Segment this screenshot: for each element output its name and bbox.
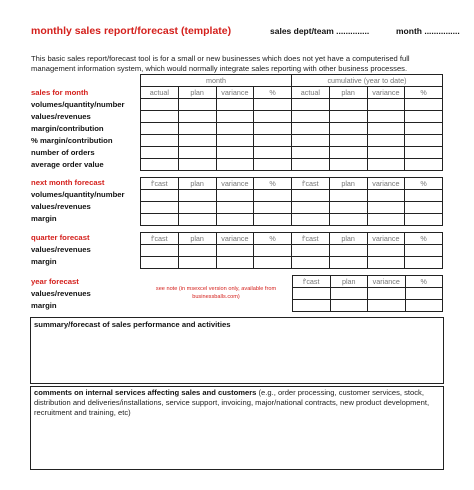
section-heading-year-forecast: year forecast bbox=[31, 277, 79, 286]
table-cell[interactable] bbox=[254, 123, 292, 135]
table-row bbox=[141, 245, 443, 257]
table-cell[interactable] bbox=[405, 245, 443, 257]
month-group-header: month bbox=[141, 75, 292, 87]
table-cell[interactable] bbox=[367, 147, 405, 159]
table-row bbox=[293, 300, 443, 312]
table-cell[interactable] bbox=[405, 147, 443, 159]
table-cell[interactable] bbox=[367, 202, 405, 214]
row-label: margin bbox=[31, 257, 57, 266]
table-cell[interactable] bbox=[405, 214, 443, 226]
table-cell[interactable] bbox=[367, 214, 405, 226]
column-header-row bbox=[141, 87, 443, 99]
table-cell[interactable] bbox=[329, 123, 367, 135]
table-cell[interactable] bbox=[292, 135, 330, 147]
table-cell[interactable] bbox=[329, 202, 367, 214]
table-cell[interactable] bbox=[405, 300, 443, 312]
table-cell[interactable] bbox=[254, 159, 292, 171]
table-row bbox=[141, 99, 443, 111]
table-cell[interactable] bbox=[292, 257, 330, 269]
table-cell[interactable] bbox=[216, 257, 254, 269]
report-title: monthly sales report/forecast (template) bbox=[31, 25, 232, 37]
col-header: plan bbox=[329, 87, 367, 99]
section-heading-quarter-forecast: quarter forecast bbox=[31, 233, 90, 242]
col-header: % bbox=[254, 233, 292, 245]
table-row bbox=[141, 159, 443, 171]
table-cell[interactable] bbox=[330, 300, 368, 312]
col-header: plan bbox=[329, 178, 367, 190]
table-cell[interactable] bbox=[292, 214, 330, 226]
table-cell[interactable] bbox=[367, 245, 405, 257]
col-header: % bbox=[405, 87, 443, 99]
table-cell[interactable] bbox=[329, 245, 367, 257]
col-header: % bbox=[405, 178, 443, 190]
table-cell[interactable] bbox=[367, 111, 405, 123]
table-cell[interactable] bbox=[329, 147, 367, 159]
table-cell[interactable] bbox=[141, 123, 179, 135]
sales-for-month-table bbox=[140, 74, 443, 171]
table-cell[interactable] bbox=[216, 123, 254, 135]
col-header: plan bbox=[329, 233, 367, 245]
table-cell[interactable] bbox=[141, 99, 179, 111]
column-header-row bbox=[141, 233, 443, 245]
table-cell[interactable] bbox=[216, 202, 254, 214]
table-cell[interactable] bbox=[254, 190, 292, 202]
row-label: number of orders bbox=[31, 148, 95, 157]
col-header: plan bbox=[178, 178, 216, 190]
table-cell[interactable] bbox=[141, 111, 179, 123]
col-header: variance bbox=[216, 87, 254, 99]
table-cell[interactable] bbox=[178, 202, 216, 214]
row-label: values/revenues bbox=[31, 289, 91, 298]
col-header: plan bbox=[330, 276, 368, 288]
table-cell[interactable] bbox=[141, 159, 179, 171]
table-row bbox=[141, 257, 443, 269]
table-cell[interactable] bbox=[254, 99, 292, 111]
row-label: margin bbox=[31, 301, 57, 310]
table-cell[interactable] bbox=[254, 147, 292, 159]
col-header: f'cast bbox=[292, 178, 330, 190]
row-label: values/revenues bbox=[31, 245, 91, 254]
table-cell[interactable] bbox=[367, 135, 405, 147]
table-cell[interactable] bbox=[405, 257, 443, 269]
table-cell[interactable] bbox=[254, 135, 292, 147]
table-cell[interactable] bbox=[405, 159, 443, 171]
table-cell[interactable] bbox=[292, 147, 330, 159]
table-cell[interactable] bbox=[368, 288, 406, 300]
table-cell[interactable] bbox=[292, 111, 330, 123]
col-header: plan bbox=[178, 233, 216, 245]
col-header: % bbox=[254, 87, 292, 99]
comments-description: (e.g., order processing, customer services, stock, distribution and deliveries/installations, service support, invoicing, major/national contracts, new product development, recruitment and training, etc) bbox=[34, 388, 430, 417]
table-cell[interactable] bbox=[329, 214, 367, 226]
table-cell[interactable] bbox=[405, 111, 443, 123]
table-cell[interactable] bbox=[216, 245, 254, 257]
table-cell[interactable] bbox=[293, 300, 331, 312]
table-cell[interactable] bbox=[178, 99, 216, 111]
row-label: margin/contribution bbox=[31, 124, 104, 133]
table-cell[interactable] bbox=[141, 190, 179, 202]
col-header: variance bbox=[368, 276, 406, 288]
table-cell[interactable] bbox=[292, 159, 330, 171]
table-cell[interactable] bbox=[292, 190, 330, 202]
col-header: % bbox=[254, 178, 292, 190]
table-cell[interactable] bbox=[178, 190, 216, 202]
table-cell[interactable] bbox=[178, 214, 216, 226]
summary-box[interactable] bbox=[30, 317, 444, 384]
table-row bbox=[141, 190, 443, 202]
table-cell[interactable] bbox=[178, 245, 216, 257]
table-row bbox=[141, 135, 443, 147]
table-cell[interactable] bbox=[254, 111, 292, 123]
table-row bbox=[141, 111, 443, 123]
table-cell[interactable] bbox=[330, 288, 368, 300]
table-cell[interactable] bbox=[292, 245, 330, 257]
table-cell[interactable] bbox=[405, 99, 443, 111]
table-cell[interactable] bbox=[178, 123, 216, 135]
table-cell[interactable] bbox=[405, 135, 443, 147]
column-header-row bbox=[141, 178, 443, 190]
table-cell[interactable] bbox=[216, 99, 254, 111]
row-label: volumes/quantity/number bbox=[31, 190, 125, 199]
row-label: values/revenues bbox=[31, 202, 91, 211]
table-cell[interactable] bbox=[178, 111, 216, 123]
table-cell[interactable] bbox=[216, 159, 254, 171]
table-cell[interactable] bbox=[367, 159, 405, 171]
table-cell[interactable] bbox=[254, 257, 292, 269]
table-row bbox=[293, 288, 443, 300]
sales-dept-field[interactable]: sales dept/team .............. bbox=[270, 26, 370, 36]
table-cell[interactable] bbox=[367, 123, 405, 135]
comments-title: comments on internal services affecting sales and customers bbox=[34, 388, 257, 397]
table-cell[interactable] bbox=[141, 135, 179, 147]
row-label: margin bbox=[31, 214, 57, 223]
table-cell[interactable] bbox=[141, 214, 179, 226]
table-cell[interactable] bbox=[329, 111, 367, 123]
table-cell[interactable] bbox=[216, 190, 254, 202]
col-header: % bbox=[405, 276, 443, 288]
table-cell[interactable] bbox=[405, 288, 443, 300]
table-cell[interactable] bbox=[254, 214, 292, 226]
section-heading-next-month-forecast: next month forecast bbox=[31, 178, 105, 187]
col-header: f'cast bbox=[141, 233, 179, 245]
table-cell[interactable] bbox=[405, 202, 443, 214]
table-row bbox=[141, 202, 443, 214]
table-cell[interactable] bbox=[329, 159, 367, 171]
table-cell[interactable] bbox=[178, 257, 216, 269]
table-cell[interactable] bbox=[293, 288, 331, 300]
year-forecast-table bbox=[292, 275, 443, 312]
col-header: actual bbox=[141, 87, 179, 99]
table-cell[interactable] bbox=[329, 257, 367, 269]
col-header: f'cast bbox=[293, 276, 331, 288]
row-label: average order value bbox=[31, 160, 104, 169]
table-cell[interactable] bbox=[178, 159, 216, 171]
excel-note: see note (in msexcel version only, available from businessballs.com) bbox=[155, 286, 277, 300]
table-cell[interactable] bbox=[254, 245, 292, 257]
col-header: plan bbox=[178, 87, 216, 99]
row-label: % margin/contribution bbox=[31, 136, 113, 145]
col-header: actual bbox=[292, 87, 330, 99]
cumulative-group-header: cumulative (year to date) bbox=[292, 75, 443, 87]
table-cell[interactable] bbox=[141, 202, 179, 214]
table-cell[interactable] bbox=[329, 190, 367, 202]
table-row bbox=[141, 147, 443, 159]
row-label: volumes/quantity/number bbox=[31, 100, 125, 109]
row-label: values/revenues bbox=[31, 112, 91, 121]
col-header: % bbox=[405, 233, 443, 245]
table-cell[interactable] bbox=[292, 202, 330, 214]
table-cell[interactable] bbox=[405, 190, 443, 202]
comments-box[interactable] bbox=[30, 386, 444, 470]
table-cell[interactable] bbox=[216, 214, 254, 226]
summary-title: summary/forecast of sales performance and activities bbox=[34, 320, 231, 329]
table-cell[interactable] bbox=[216, 135, 254, 147]
col-header: variance bbox=[367, 87, 405, 99]
section-heading-sales-for-month: sales for month bbox=[31, 88, 89, 97]
table-cell[interactable] bbox=[292, 99, 330, 111]
month-field[interactable]: month ............... bbox=[396, 26, 460, 36]
quarter-forecast-table bbox=[140, 232, 443, 269]
col-header: f'cast bbox=[292, 233, 330, 245]
comments-text bbox=[31, 387, 443, 419]
table-row bbox=[141, 123, 443, 135]
intro-paragraph: This basic sales report/forecast tool is for a small or new businesses which does not yet have a computerised full management information system, which would normally integrate sales reporting with other business processes. bbox=[31, 54, 410, 73]
table-cell[interactable] bbox=[367, 257, 405, 269]
table-cell[interactable] bbox=[178, 147, 216, 159]
table-cell[interactable] bbox=[141, 245, 179, 257]
table-cell[interactable] bbox=[216, 147, 254, 159]
next-month-forecast-table bbox=[140, 177, 443, 226]
column-header-row bbox=[293, 276, 443, 288]
table-cell[interactable] bbox=[405, 123, 443, 135]
table-cell[interactable] bbox=[178, 135, 216, 147]
table-cell[interactable] bbox=[367, 190, 405, 202]
col-header: variance bbox=[367, 178, 405, 190]
table-cell[interactable] bbox=[216, 111, 254, 123]
table-cell[interactable] bbox=[329, 135, 367, 147]
table-cell[interactable] bbox=[368, 300, 406, 312]
table-cell[interactable] bbox=[141, 257, 179, 269]
table-cell[interactable] bbox=[329, 99, 367, 111]
table-cell[interactable] bbox=[292, 123, 330, 135]
table-cell[interactable] bbox=[254, 202, 292, 214]
table-cell[interactable] bbox=[367, 99, 405, 111]
col-header: variance bbox=[367, 233, 405, 245]
col-header: variance bbox=[216, 178, 254, 190]
col-header: variance bbox=[216, 233, 254, 245]
col-header: f'cast bbox=[141, 178, 179, 190]
table-cell[interactable] bbox=[141, 147, 179, 159]
table-row bbox=[141, 214, 443, 226]
